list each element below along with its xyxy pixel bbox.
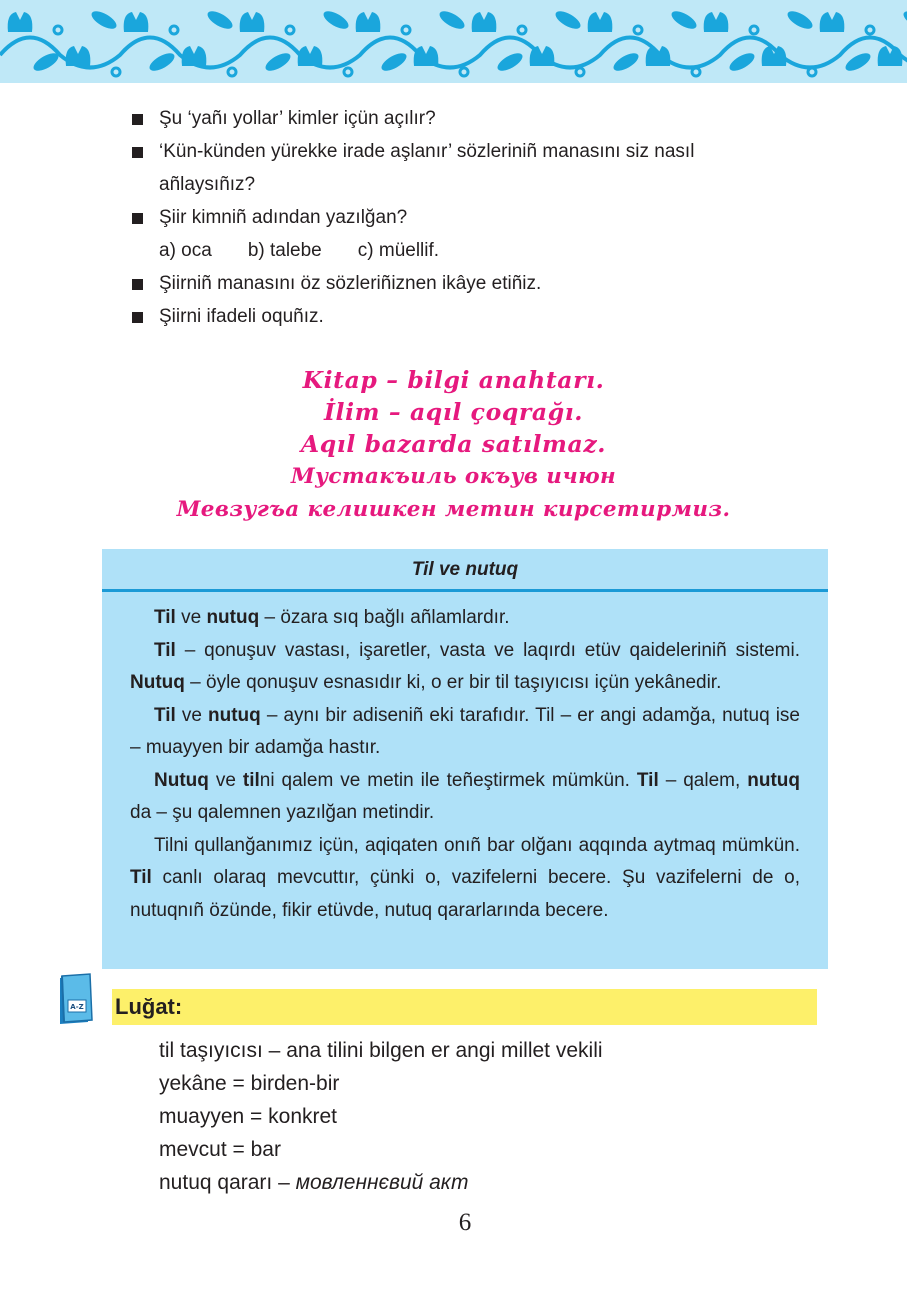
question-list — [132, 102, 832, 333]
question-text: Şu ‘yañı yollar’ kimler içün açılır? — [159, 108, 436, 129]
question-text: Şiirniñ manasını öz sözleriñiznen ikâye etiñiz. — [159, 273, 542, 294]
text: ni qalem ve metin ile teñeştirmek mümkün. — [259, 769, 637, 791]
ornament-banner — [0, 0, 907, 83]
vocab-translation: мовленнєвий акт — [295, 1171, 469, 1194]
vocab-entry: til taşıyıcısı – ana tilini bilgen er angi millet vekili — [159, 1039, 603, 1062]
text: ve — [175, 704, 209, 726]
term-bold: Til — [130, 867, 152, 888]
floral-ornament-icon — [0, 0, 907, 83]
text: – öyle qonuşuv esnasıdır ki, o er bir til taşıyıcısı içün yekânedir. — [184, 672, 722, 693]
option-b: b) talebe — [247, 240, 322, 261]
square-bullet-icon — [132, 213, 143, 224]
vocab-entry: muayyen = konkret — [159, 1105, 338, 1128]
vocab-term: nutuq qararı – — [159, 1171, 296, 1194]
text: ve — [208, 769, 243, 791]
answer-options — [132, 234, 832, 267]
term-bold: Til — [154, 704, 176, 726]
term-bold: til — [242, 769, 260, 791]
question-continuation — [132, 168, 832, 201]
text: – aynı bir adiseniñ eki tarafıdır. Til – er angi adamğa, nutuq ise – muayyen bir adamğa hastır. — [130, 704, 800, 758]
reading-note-line: Мустакъиль окъув ичюн — [290, 464, 617, 489]
term-bold: nutuq — [747, 769, 800, 791]
square-bullet-icon — [132, 114, 143, 125]
question-text: añlaysıñız? — [159, 174, 256, 195]
term-bold: Til — [154, 607, 176, 628]
theory-paragraph — [130, 700, 800, 765]
text: – qalem, — [658, 769, 748, 791]
square-bullet-icon — [132, 147, 143, 158]
theory-box-body — [102, 592, 828, 927]
theory-box-title: Til ve nutuq — [102, 549, 828, 592]
az-label: A-Z — [70, 1003, 84, 1011]
proverb-line: Aqıl bazarda satılmaz. — [300, 430, 607, 458]
term-bold: Nutuq — [130, 672, 185, 693]
question-item — [132, 102, 832, 135]
page-number: 6 — [458, 1209, 472, 1236]
square-bullet-icon — [132, 279, 143, 290]
vocab-entry — [159, 1166, 603, 1199]
proverb-line: İlim – aqıl çoqrağı. — [323, 398, 584, 426]
vocab-entry: mevcut = bar — [159, 1138, 281, 1161]
proverbs-block — [0, 364, 907, 526]
text: Tilni qullanğanımız içün, aqiqaten onıñ bar olğanı aqqında aytmaq mümkün. — [154, 834, 800, 856]
vocab-entry: yekâne = birden-bir — [159, 1072, 340, 1095]
text: ve — [175, 607, 207, 628]
theory-paragraph — [130, 635, 800, 700]
dictionary-book-icon — [54, 972, 96, 1028]
question-text: Şiirni ifadeli oquñız. — [159, 306, 324, 327]
reading-note-line: Мевзугъа келишкен метин кирсетирмиз. — [176, 497, 731, 522]
theory-paragraph — [130, 765, 800, 830]
vocabulary-list — [159, 1034, 603, 1199]
term-bold: nutuq — [208, 704, 261, 726]
term-bold: Til — [636, 769, 659, 791]
text: canlı olaraq mevcuttır, çünki o, vazifelerni becere. Şu vazifelerni de o, nutuqnıñ özünde, fikir etüvde, nutuq qararlarında becere. — [130, 867, 800, 921]
square-bullet-icon — [132, 312, 143, 323]
term-bold: Til — [154, 639, 176, 661]
theory-paragraph — [130, 602, 800, 635]
text: da – şu qalemnen yazılğan metindir. — [130, 802, 435, 823]
option-a: a) oca — [159, 240, 212, 261]
question-item — [132, 201, 832, 234]
question-item — [132, 135, 832, 168]
dictionary-title: Luğat: — [115, 994, 183, 1019]
question-item — [132, 300, 832, 333]
proverb-line: Kitap – bilgi anahtarı. — [302, 366, 605, 394]
text: – qonuşuv vastası, işaretler, vasta ve laqırdı etüv qaideleriniñ sistemi. — [175, 639, 800, 661]
dictionary-header-bar — [112, 989, 817, 1025]
theory-paragraph — [130, 830, 800, 928]
question-text: Şiir kimniñ adından yazılğan? — [159, 207, 408, 228]
question-text: ‘Kün-künden yürekke irade aşlanır’ sözleriniñ manasını siz nasıl — [159, 141, 695, 162]
term-bold: Nutuq — [154, 769, 209, 791]
option-c: c) müellif. — [357, 240, 440, 261]
question-item — [132, 267, 832, 300]
term-bold: nutuq — [206, 607, 260, 628]
theory-box — [102, 549, 828, 969]
text: – özara sıq bağlı añlamlardır. — [259, 607, 510, 628]
